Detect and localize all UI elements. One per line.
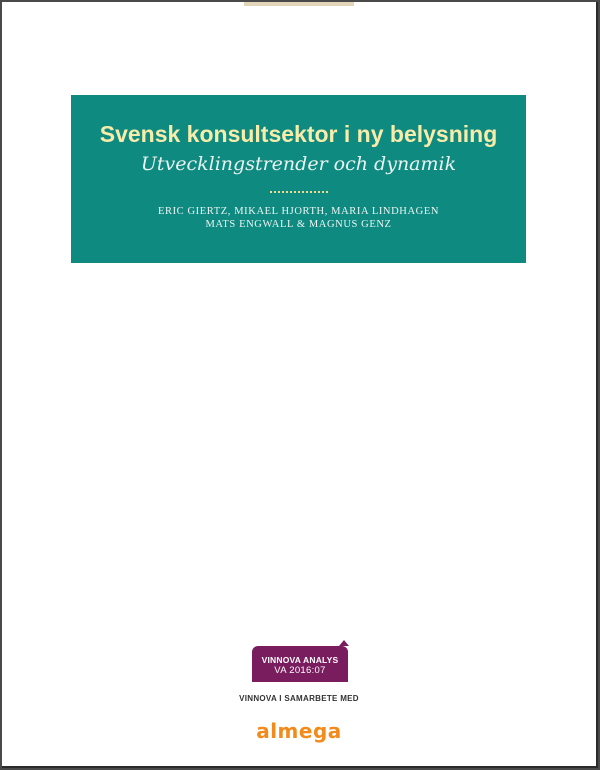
dotted-divider <box>270 189 328 195</box>
badge-series: VINNOVA ANALYS <box>261 655 339 665</box>
document-page <box>2 2 598 768</box>
authors-line-1: ERIC GIERTZ, MIKAEL HJORTH, MARIA LINDHAGEN <box>157 206 440 217</box>
authors <box>71 205 526 231</box>
almega-logo: almega <box>256 719 342 743</box>
title-box <box>71 95 526 263</box>
vinnova-analys-badge <box>252 646 348 682</box>
authors-line-2: MATS ENGWALL & MAGNUS GENZ <box>205 219 392 230</box>
report-title: Svensk konsultsektor i ny belysning <box>99 121 498 147</box>
collaboration-text: VINNOVA I SAMARBETE MED <box>239 694 359 703</box>
top-tab-marker <box>244 2 354 6</box>
badge-number: VA 2016:07 <box>274 665 326 676</box>
report-subtitle: Utvecklingstrender och dynamik <box>140 153 457 175</box>
